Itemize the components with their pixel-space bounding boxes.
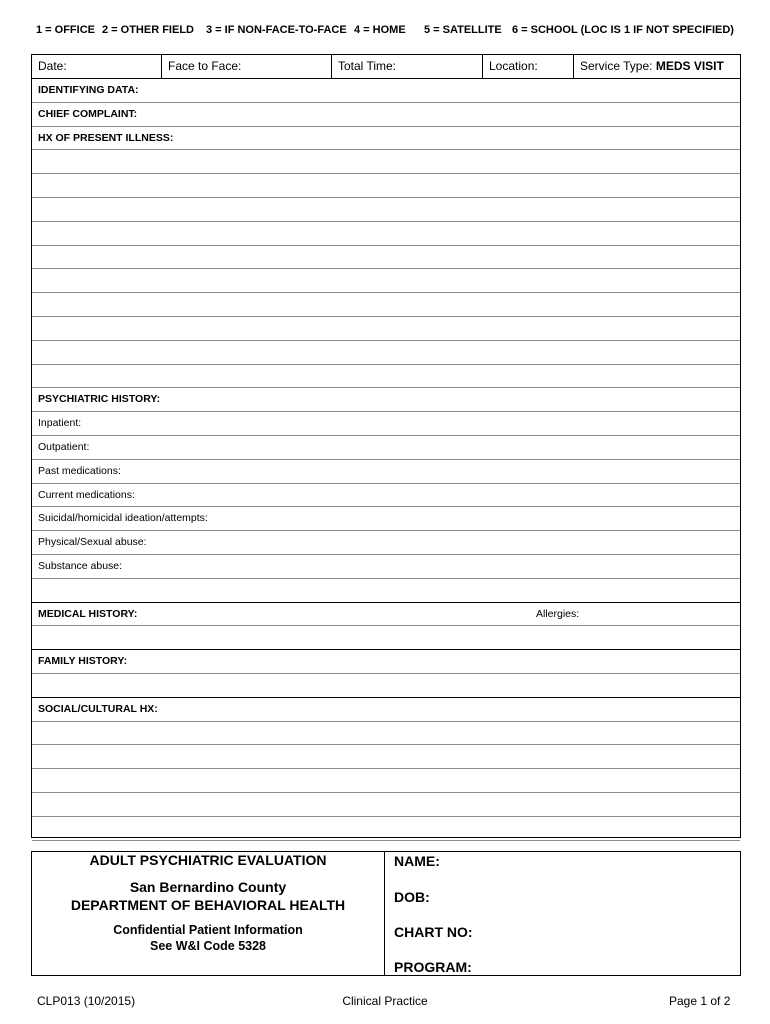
patient-id-divider: [384, 852, 385, 975]
page-number: Page 1 of 2: [669, 994, 731, 1008]
legend-item-satellite: 5 = SATELLITE: [424, 24, 502, 36]
evaluation-form: [31, 54, 741, 838]
form-row-label: IDENTIFYING DATA:: [38, 84, 139, 96]
form-row[interactable]: [32, 507, 740, 531]
footer-center-label: Clinical Practice: [342, 994, 428, 1008]
form-row[interactable]: [32, 722, 740, 746]
chart-number-field[interactable]: CHART NO:: [394, 924, 473, 940]
form-row[interactable]: [32, 769, 740, 793]
allergies-label: Allergies:: [536, 607, 580, 620]
form-row[interactable]: [32, 460, 740, 484]
form-row[interactable]: [32, 436, 740, 460]
form-row[interactable]: [32, 198, 740, 222]
form-row[interactable]: [32, 650, 740, 674]
dob-field[interactable]: DOB:: [394, 889, 430, 905]
form-row[interactable]: [32, 269, 740, 293]
form-row-label: Inpatient:: [38, 417, 82, 430]
form-row-label: MEDICAL HISTORY:: [38, 607, 138, 620]
location-field[interactable]: [483, 55, 574, 78]
total-time-field[interactable]: [332, 55, 483, 78]
total-time-label: Total Time:: [338, 59, 397, 73]
form-row[interactable]: [32, 745, 740, 769]
form-row[interactable]: [32, 412, 740, 436]
form-row[interactable]: [32, 174, 740, 198]
form-row-label: Suicidal/homicidal ideation/attempts:: [38, 512, 208, 525]
legend-item-school: 6 = SCHOOL (LOC IS 1 IF NOT SPECIFIED): [512, 24, 734, 36]
form-row-label: Substance abuse:: [38, 560, 123, 572]
legend-item-home: 4 = HOME: [354, 24, 406, 36]
county-name: San Bernardino County: [129, 879, 287, 895]
form-row[interactable]: [32, 341, 740, 365]
form-row[interactable]: [32, 626, 740, 650]
form-row[interactable]: [32, 603, 740, 627]
legend-item-other-field: 2 = OTHER FIELD: [102, 24, 194, 36]
form-row[interactable]: [32, 246, 740, 270]
face-to-face-field[interactable]: [162, 55, 332, 78]
form-id: CLP013 (10/2015): [37, 994, 136, 1008]
form-row-label: FAMILY HISTORY:: [38, 655, 128, 668]
form-row[interactable]: [32, 317, 740, 341]
patient-id-box: [31, 851, 741, 976]
service-type-field[interactable]: [574, 55, 740, 78]
date-field[interactable]: [32, 55, 162, 78]
service-type-value: MEDS VISIT: [655, 59, 724, 73]
form-row-label: PSYCHIATRIC HISTORY:: [38, 393, 161, 406]
form-row-label: Past medications:: [38, 464, 121, 477]
form-row-label: Outpatient:: [38, 441, 90, 453]
form-row-label: Current medications:: [38, 488, 135, 501]
legend-item-non-face-to-face: 3 = IF NON-FACE-TO-FACE: [206, 24, 347, 36]
department-name: DEPARTMENT OF BEHAVIORAL HEALTH: [70, 897, 346, 913]
service-type-label: Service Type:: [580, 59, 653, 73]
form-row[interactable]: [32, 698, 740, 722]
wi-code-notice: See W&I Code 5328: [149, 939, 266, 953]
visit-header-row: [32, 55, 740, 79]
location-label: Location:: [489, 59, 538, 73]
form-row[interactable]: [32, 484, 740, 508]
form-row[interactable]: [32, 579, 740, 603]
form-row[interactable]: [32, 222, 740, 246]
program-field[interactable]: PROGRAM:: [394, 959, 472, 975]
form-row-label: CHIEF COMPLAINT:: [38, 107, 138, 120]
form-title: ADULT PSYCHIATRIC EVALUATION: [89, 852, 327, 868]
form-row-label: HX OF PRESENT ILLNESS:: [38, 131, 174, 144]
location-code-legend: [36, 24, 736, 40]
form-row[interactable]: [32, 388, 740, 412]
legend-item-office: 1 = OFFICE: [36, 24, 95, 36]
date-label: Date:: [38, 59, 67, 73]
form-row-label: Physical/Sexual abuse:: [38, 536, 147, 549]
form-row[interactable]: [32, 531, 740, 555]
form-row[interactable]: [32, 817, 740, 841]
face-to-face-label: Face to Face:: [168, 59, 242, 73]
form-row[interactable]: [32, 674, 740, 698]
form-row[interactable]: [32, 79, 740, 103]
form-row[interactable]: [32, 103, 740, 127]
patient-name-field[interactable]: NAME:: [394, 853, 440, 869]
form-row[interactable]: [32, 793, 740, 817]
form-row[interactable]: [32, 127, 740, 151]
form-row-label: SOCIAL/CULTURAL HX:: [38, 702, 158, 715]
form-row[interactable]: [32, 293, 740, 317]
confidential-notice: Confidential Patient Information: [113, 923, 303, 937]
form-row[interactable]: [32, 150, 740, 174]
form-row[interactable]: [32, 555, 740, 579]
form-row[interactable]: [32, 365, 740, 389]
